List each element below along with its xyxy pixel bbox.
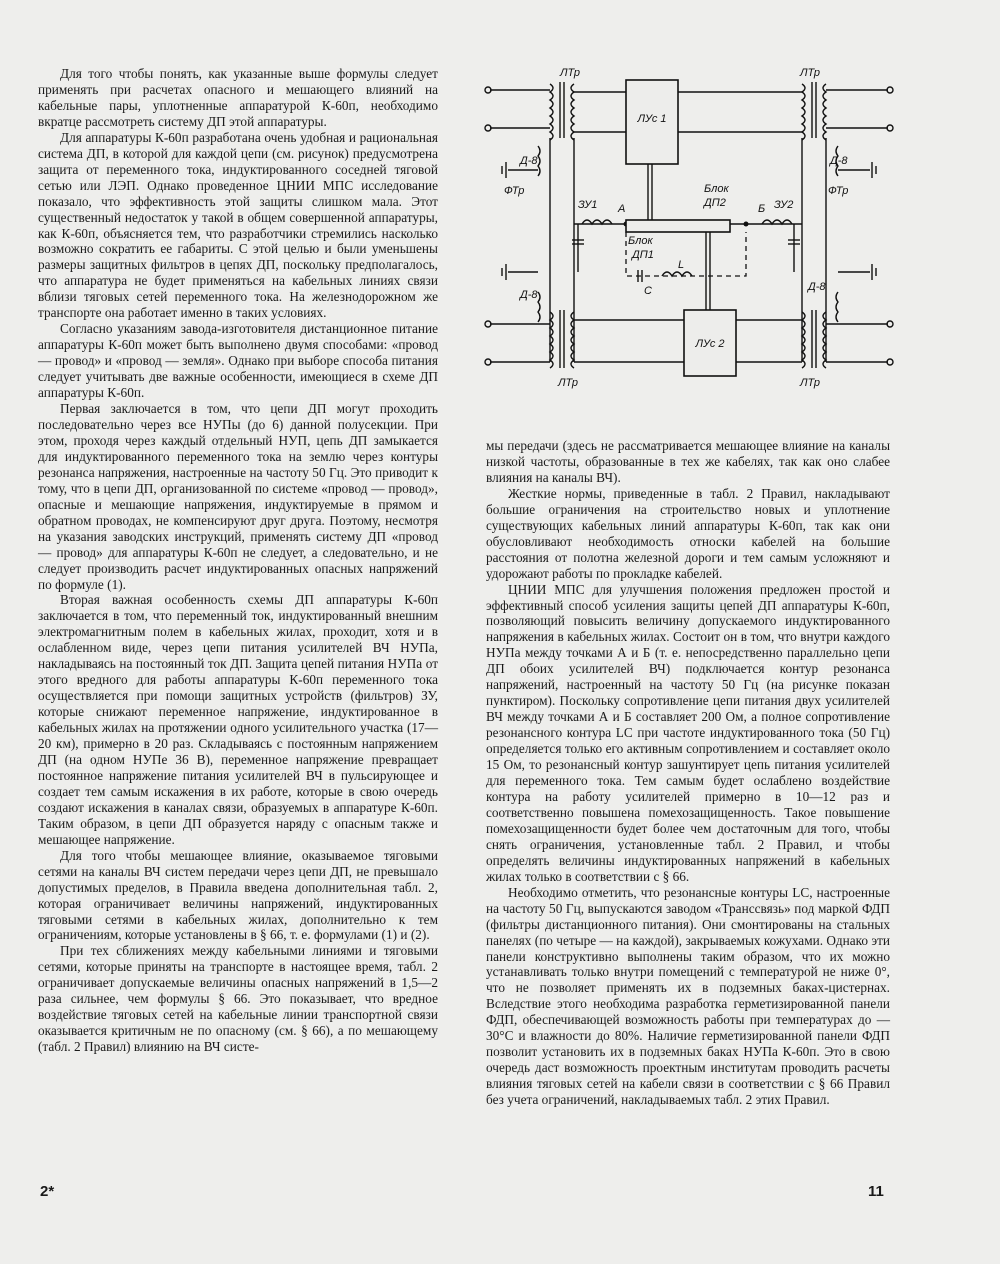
diagram-label: Д-8 xyxy=(830,155,848,167)
diagram-label: ЗУ1 xyxy=(578,199,598,211)
paragraph: Вторая важная особенность схемы ДП аппаратуры К-60п заключается в том, что переменный ток, индуктированный внешним электромагнитным полем в кабельных жилах, проходит, хотя и в ослабленном виде, через цепи питания усилителей ВЧ НУПа, накладываясь на постоянный ток ДП. Защита цепей питания НУПа от этого вредного для работы аппаратуры К-60п переменного тока осуществляется при помощи защитных устройств (фильтров) ЗУ, которые снижают переменное напряжение, индуктированное в кабельных жилах на протяжении одного усилительного участка (17—20 км), примерно в 20 раз. Складываясь с постоянным напряжением ДП (на одном НУПе 36 В), переменное напряжение превращает постоянное напряжение питания усилителей ВЧ в пульсирующее и создает тем самым искажения в их работе, которые в свою очередь создают искажения в каналах связи, образуемых в аппаратуре К-60п. Таким образом, в цепи ДП образуется наряду с опасным также и мешающее напряжение. xyxy=(38,592,438,847)
paragraph: Первая заключается в том, что цепи ДП могут проходить последовательно через все НУПы (до 6) данной полусекции. При этом, проходя через каждый отдельный НУП, цепь ДП замыкается для индуктированного переменного тока на землю через контуры резонанса напряжения, настроенные на частоту 50 Гц. Это приводит к тому, что в цепи ДП, организованной по системе «провод — провод», опасные и мешающие напряжения, индуктируемые в прямом и обратном проводах, не компенсируют друг друга. Поэтому, несмотря на указания заводских инструкций, применять систему ДП «провод — провод» для аппаратуры К-60п не следует, а следовательно, и не следует производить расчет индуктированных опасных напряжений по формуле (1). xyxy=(38,401,438,592)
left-text-column xyxy=(38,66,438,1055)
paragraph: мы передачи (здесь не рассматривается мешающее влияние на каналы низкой частоты, образованные в тех же кабелях, так как оно слабее влияния на каналы ВЧ). xyxy=(486,438,890,485)
diagram-label: ДП2 xyxy=(704,197,726,209)
diagram-label: ЗУ2 xyxy=(774,199,794,211)
diagram-label: А xyxy=(618,203,626,215)
signature-mark: 2* xyxy=(40,1183,55,1200)
diagram-label: ДП1 xyxy=(632,249,654,261)
paragraph: Жесткие нормы, приведенные в табл. 2 Правил, накладывают большие ограничения на строительство новых и уплотнение существующих кабельных линий аппаратуры К-60п, так как они обусловливают необходимость относки кабелей на большие расстояния от полотна железной дороги и тем самым усложняют и удорожают работы по прокладке кабелей. xyxy=(486,485,890,581)
diagram-label: Д-8 xyxy=(520,289,538,301)
paragraph: Необходимо отметить, что резонансные контуры LC, настроенные на частоту 50 Гц, выпускаются заводом «Трансcвязь» под маркой ФДП (фильтры дистанционного питания). Они смонтированы на стальных панелях (по четыре — на каждой), закрываемых кожухами. Однако эти панели конструктивно выполнены таким образом, что их можно устанавливать только внутри помещений с температурой не ниже 0°, что не позволяет применять их в подземных баках-цистернах. Вследствие этого необходима разработка герметизированной панели ФДП, обеспечивающей возможность работы при температурах до —30°С и влажности до 80%. Наличие герметизированной панели ФДП позволит установить их в подземных баках НУПа К-60п. Это в свою очередь даст возможность проектным институтам проводить расчеты влияния тяговых сетей на кабели связи в соответствии с § 66 Правил без учета ограничений, накладываемых табл. 2 этих Правил. xyxy=(486,884,890,1108)
amplifier-label: ЛУс 1 xyxy=(637,113,667,125)
paragraph: При тех сближениях между кабельными линиями и тяговыми сетями, которые приняты на транспорте в настоящее время, табл. 2 ограничивает допускаемые величины опасных напряжений в 1,5—2 раза сильнее, чем формулы § 66. Это показывает, что вредное воздействие тяговых сетей на кабельные линии транспортной связи оказывается критичным не по опасному (см. § 66), а по мешающему (табл. 2 Правил) влиянию на ВЧ систе- xyxy=(38,943,438,1055)
paragraph: Для того чтобы мешающее влияние, оказываемое тяговыми сетями на каналы ВЧ систем передачи через цепи ДП, не превышало допустимых пределов, в Правила введена дополнительная табл. 2, которая ограничивает величины напряжений, индуктированных тяговыми сетями в кабельных жилах, дополнительно к тем ограничениям, которые установлены в § 66, т. е. формулами (1) и (2). xyxy=(38,847,438,943)
diagram-label: ЛТр xyxy=(558,377,579,389)
diagram-label: ЛТр xyxy=(800,377,821,389)
amplifier-label: ЛУс 2 xyxy=(695,338,725,350)
diagram-label: ЛТр xyxy=(800,67,821,79)
diagram-label: Б xyxy=(758,203,766,215)
right-text-column xyxy=(486,438,890,1108)
paragraph: Согласно указаниям завода-изготовителя дистанционное питание аппаратуры К-60п может быть выполнено двумя способами: «провод — провод» и «провод — земля». Однако при выборе способа питания следует учитывать две важные особенности, имеющиеся в схеме ДП аппаратуры К-60п. xyxy=(38,321,438,401)
paragraph: ЦНИИ МПС для улучшения положения предложен простой и эффективный способ усиления защиты цепей ДП аппаратуры К-60п, позволяющий повысить величину допускаемого индуктированного напряжения в кабельных жилах. Состоит он в том, что внутри каждого НУПа между точками А и Б (т. е. непосредственно параллельно цепи ДП обоих усилителей ВЧ) подключается контур резонанса напряжений, настроенный на частоту 50 Гц (на рисунке показан пунктиром). Поскольку сопротивление цепи питания двух усилителей ВЧ между точками А и Б составляет 200 Ом, а полное сопротивление резонансного контура LC при частоте индуктированного тока (50 Гц) определяется только его активным сопротивлением и составляет около 15 Ом, то резонансный контур зашунтирует цепь питания усилителей для переменного тока. Тем самым будет ослаблено воздействие контура на работу усилителей примерно в 10—12 раз и соответственно повышена помехозащищенность. Такое повышение помехозащищенности будет более чем достаточным для того, чтобы снять ограничения, установленные табл. 2 Правил, и чтобы определять величины индуктированных напряжений в кабельных жилах только в соответствии с § 66. xyxy=(486,581,890,884)
page-number: 11 xyxy=(868,1183,884,1200)
dp-circuit-diagram xyxy=(478,62,898,434)
paragraph: Для аппаратуры К-60п разработана очень удобная и рациональная система ДП, в которой для каждой цепи (см. рисунок) предусмотрена защита от переменного тока, индуктированного соседней тяговой сетью или ЛЭП. Однако проведенное ЦНИИ МПС исследование показало, что эффективность этой защиты слишком мала. Этот существенный недостаток у такой в общем совершенной аппаратуры, как К-60п, объясняется тем, что разработчики стремились насколько возможно сократить ее габариты. С этой целью и были уменьшены размеры защитных фильтров в цепях ДП, поскольку предполагалось, что аппаратура не будет применяться на кабельных линиях связи вблизи тяговых сетей переменного тока. На железнодорожном же транспорте она работает именно в таких условиях. xyxy=(38,129,438,321)
diagram-label: Блок xyxy=(628,235,653,247)
diagram-label: Блок xyxy=(704,183,729,195)
diagram-label: ЛТр xyxy=(560,67,581,79)
diagram-label: ФТр xyxy=(828,185,849,197)
diagram-label: Д-8 xyxy=(808,281,826,293)
diagram-label: L xyxy=(678,259,685,271)
diagram-label: ФТр xyxy=(504,185,525,197)
power-bus xyxy=(626,220,730,232)
diagram-label: С xyxy=(644,285,652,297)
paragraph: Для того чтобы понять, как указанные выше формулы следует применять при расчетах опасного и мешающего влияний на кабельные пары, уплотненные аппаратурой К-60п, необходимо вкратце рассмотреть систему ДП этой аппаратуры. xyxy=(38,66,438,129)
diagram-label: Д-8 xyxy=(520,155,538,167)
